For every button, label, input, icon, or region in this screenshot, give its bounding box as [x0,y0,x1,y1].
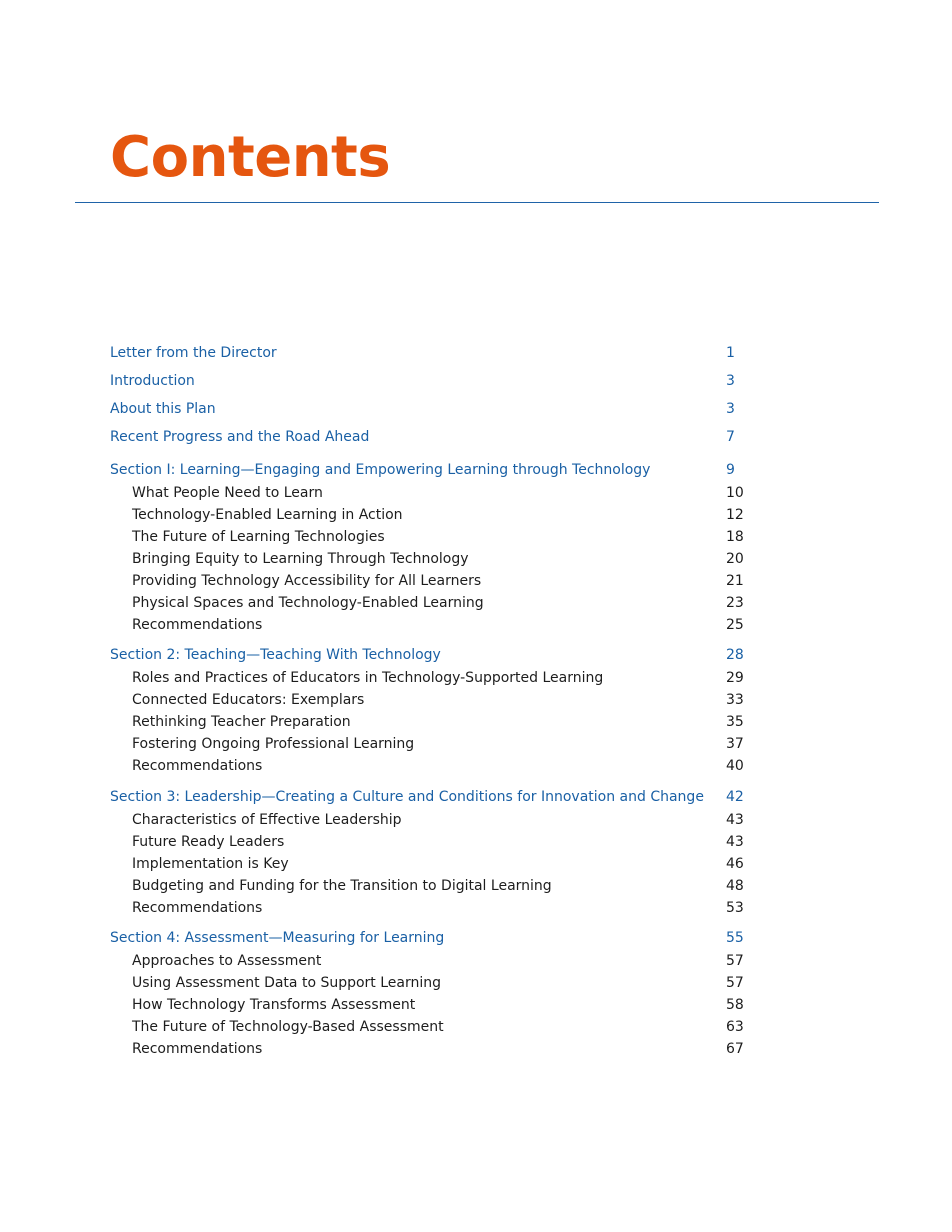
toc-page-number: 37 [726,736,744,752]
toc-entry-label: How Technology Transforms Assessment [132,997,416,1013]
toc-page-number: 35 [726,714,744,730]
toc-subsection-entry [0,756,952,776]
toc-subsection-entry [0,810,952,830]
toc-section-entry[interactable] [0,787,952,807]
toc-page-number: 55 [726,930,744,946]
toc-page-number: 43 [726,812,744,828]
toc-page-number: 63 [726,1019,744,1035]
toc-entry-label: About this Plan [110,401,216,417]
toc-section-entry[interactable] [0,343,952,363]
toc-subsection-entry [0,995,952,1015]
toc-entry-label: Providing Technology Accessibility for All Learners [132,573,482,589]
toc-section-entry[interactable] [0,645,952,665]
toc-subsection-entry [0,593,952,613]
toc-subsection-entry [0,668,952,688]
toc-subsection-entry [0,1039,952,1059]
toc-subsection-entry [0,734,952,754]
toc-subsection-entry [0,483,952,503]
toc-subsection-entry [0,527,952,547]
toc-subsection-entry [0,505,952,525]
toc-section-entry[interactable] [0,399,952,419]
toc-page-number: 3 [726,373,735,389]
toc-page-number: 23 [726,595,744,611]
toc-entry-label: Section 3: Leadership—Creating a Culture and Conditions for Innovation and Change [110,789,704,805]
toc-entry-label: Recommendations [132,1041,263,1057]
toc-entry-label: Physical Spaces and Technology-Enabled Learning [132,595,484,611]
toc-entry-label: Recommendations [132,900,263,916]
toc-section-entry[interactable] [0,427,952,447]
toc-section-entry[interactable] [0,460,952,480]
toc-entry-label: Section 2: Teaching—Teaching With Technology [110,647,441,663]
toc-page-number: 29 [726,670,744,686]
toc-section-entry[interactable] [0,371,952,391]
toc-entry-label: Approaches to Assessment [132,953,322,969]
toc-entry-label: Section I: Learning—Engaging and Empowering Learning through Technology [110,462,651,478]
toc-subsection-entry [0,571,952,591]
toc-page-number: 33 [726,692,744,708]
toc-entry-label: Characteristics of Effective Leadership [132,812,402,828]
toc-section-entry[interactable] [0,928,952,948]
toc-entry-label: Recommendations [132,758,263,774]
toc-entry-label: Roles and Practices of Educators in Technology-Supported Learning [132,670,604,686]
toc-entry-label: Implementation is Key [132,856,289,872]
toc-page-number: 28 [726,647,744,663]
toc-page-number: 3 [726,401,735,417]
toc-entry-label: What People Need to Learn [132,485,323,501]
toc-entry-label: Introduction [110,373,195,389]
toc-subsection-entry [0,690,952,710]
toc-entry-label: Section 4: Assessment—Measuring for Learning [110,930,445,946]
toc-page-number: 10 [726,485,744,501]
toc-page-number: 18 [726,529,744,545]
toc-entry-label: Technology-Enabled Learning in Action [132,507,403,523]
toc-entry-label: Connected Educators: Exemplars [132,692,365,708]
toc-page-number: 21 [726,573,744,589]
toc-page-number: 1 [726,345,735,361]
toc-page-number: 48 [726,878,744,894]
toc-subsection-entry [0,951,952,971]
toc-page-number: 7 [726,429,735,445]
toc-page-number: 46 [726,856,744,872]
toc-entry-label: The Future of Learning Technologies [132,529,385,545]
toc-page-number: 67 [726,1041,744,1057]
toc-page-number: 53 [726,900,744,916]
toc-entry-label: Fostering Ongoing Professional Learning [132,736,415,752]
toc-subsection-entry [0,898,952,918]
toc-page-number: 20 [726,551,744,567]
toc-subsection-entry [0,973,952,993]
toc-subsection-entry [0,549,952,569]
toc-subsection-entry [0,712,952,732]
toc-page-number: 57 [726,953,744,969]
toc-page-number: 12 [726,507,744,523]
toc-page-number: 42 [726,789,744,805]
toc-entry-label: Rethinking Teacher Preparation [132,714,351,730]
toc-page-number: 25 [726,617,744,633]
toc-page-number: 57 [726,975,744,991]
toc-subsection-entry [0,876,952,896]
toc-subsection-entry [0,1017,952,1037]
toc-entry-label: Recent Progress and the Road Ahead [110,429,370,445]
toc-entry-label: Using Assessment Data to Support Learning [132,975,442,991]
toc-subsection-entry [0,832,952,852]
toc-entry-label: The Future of Technology-Based Assessment [132,1019,444,1035]
toc-entry-label: Bringing Equity to Learning Through Technology [132,551,469,567]
toc-page-number: 9 [726,462,735,478]
toc-page-number: 43 [726,834,744,850]
toc-entry-label: Future Ready Leaders [132,834,285,850]
toc-entry-label: Letter from the Director [110,345,277,361]
page-title: Contents [110,125,391,190]
toc-page-number: 40 [726,758,744,774]
toc-subsection-entry [0,615,952,635]
toc-entry-label: Recommendations [132,617,263,633]
toc-page-number: 58 [726,997,744,1013]
toc-entry-label: Budgeting and Funding for the Transition to Digital Learning [132,878,552,894]
toc-subsection-entry [0,854,952,874]
